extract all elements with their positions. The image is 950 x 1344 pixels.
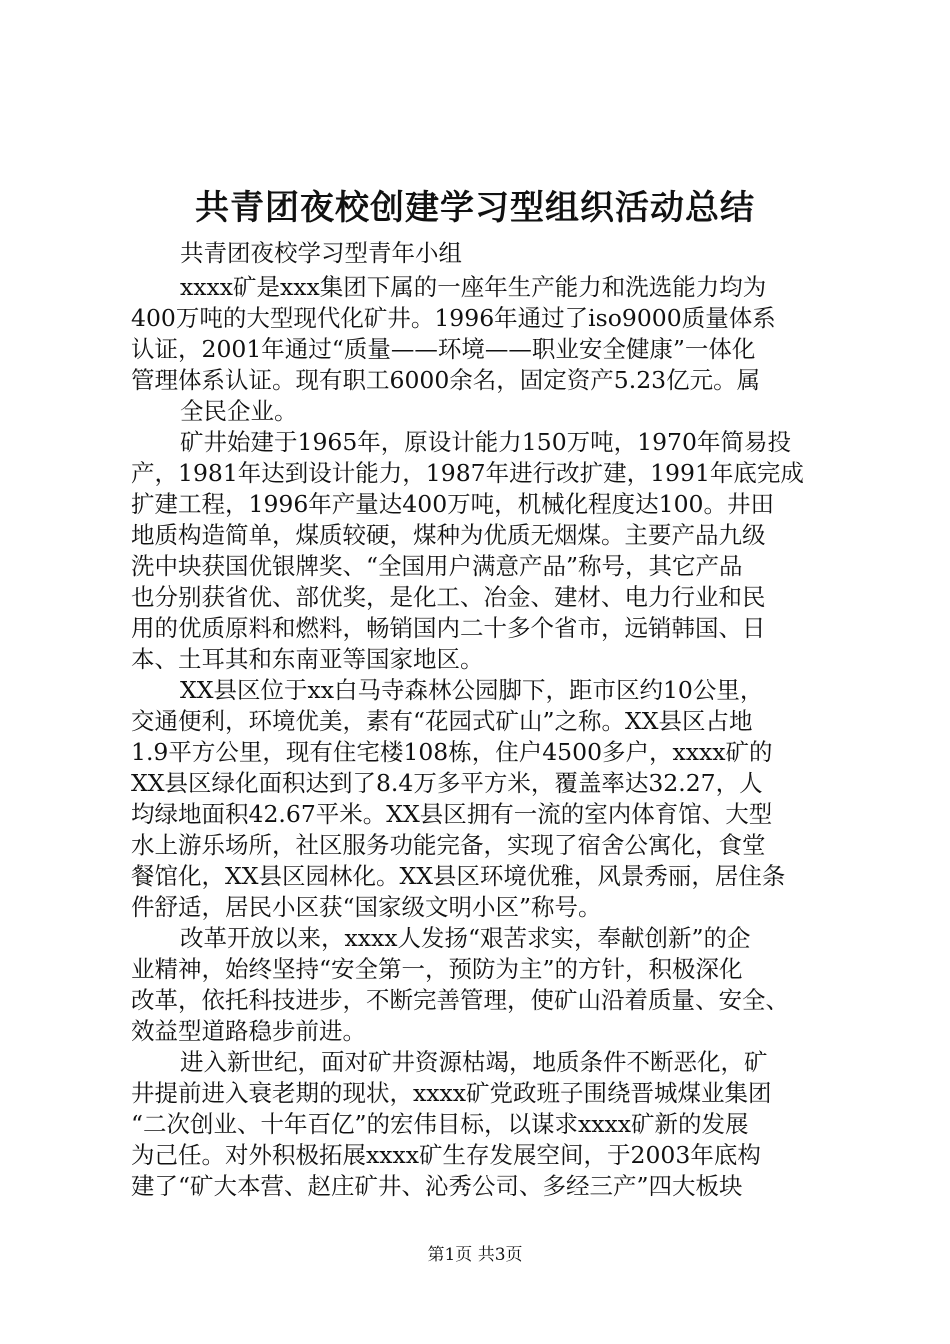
body-line: xxxx矿是xxx集团下属的一座年生产能力和洗选能力均为: [180, 273, 767, 301]
body-line: 均绿地面积42.67平米。XX县区拥有一流的室内体育馆、大型: [131, 800, 773, 828]
body-line: 件舒适，居民小区获“国家级文明小区”称号。: [131, 893, 602, 921]
body-line: XX县区位于xx白马寺森林公园脚下，距市区约10公里，: [180, 676, 764, 704]
body-line: 用的优质原料和燃料，畅销国内二十多个省市，远销韩国、日: [131, 614, 766, 642]
body-line: 管理体系认证。现有职工6000余名，固定资产5.23亿元。属: [131, 366, 761, 394]
body-line: 认证，2001年通过“质量——环境——职业安全健康”一体化: [131, 335, 756, 363]
body-line: XX县区绿化面积达到了8.4万多平方米，覆盖率达32.27，人: [131, 769, 763, 797]
body-line: 产，1981年达到设计能力，1987年进行改扩建，1991年底完成: [131, 459, 804, 487]
body-line: 为己任。对外积极拓展xxxx矿生存发展空间，于2003年底构: [131, 1141, 761, 1169]
body-line: 矿井始建于1965年，原设计能力150万吨，1970年简易投: [180, 428, 791, 456]
body-line: 也分别获省优、部优奖，是化工、冶金、建材、电力行业和民: [131, 583, 766, 611]
body-line: 建了“矿大本营、赵庄矿井、沁秀公司、多经三产”四大板块: [131, 1172, 743, 1200]
body-line: 洗中块获国优银牌奖、“全国用户满意产品”称号，其它产品: [131, 552, 743, 580]
body-line: 进入新世纪，面对矿井资源枯竭，地质条件不断恶化，矿: [180, 1048, 768, 1076]
body-line: 地质构造简单，煤质较硬，煤种为优质无烟煤。主要产品九级: [131, 521, 766, 549]
body-line: 水上游乐场所，社区服务功能完备，实现了宿舍公寓化，食堂: [131, 831, 766, 859]
page-number-footer: 第1页 共3页: [427, 1245, 523, 1265]
document-title: 共青团夜校创建学习型组织活动总结: [195, 188, 755, 228]
body-line: 扩建工程，1996年产量达400万吨，机械化程度达100。井田: [131, 490, 775, 518]
body-line: “二次创业、十年百亿”的宏伟目标，以谋求xxxx矿新的发展: [131, 1110, 749, 1138]
body-line: 井提前进入衰老期的现状，xxxx矿党政班子围绕晋城煤业集团: [131, 1079, 772, 1107]
body-line: 业精神，始终坚持“安全第一，预防为主”的方针，积极深化: [131, 955, 743, 983]
body-line: 400万吨的大型现代化矿井。1996年通过了iso9000质量体系: [131, 304, 776, 332]
body-line: 效益型道路稳步前进。: [131, 1017, 366, 1045]
body-line: 交通便利，环境优美，素有“花园式矿山”之称。XX县区占地: [131, 707, 753, 735]
body-line: 全民企业。: [180, 397, 298, 425]
body-line: 1.9平方公里，现有住宅楼108栋，住户4500多户，xxxx矿的: [131, 738, 773, 766]
body-line: 改革开放以来，xxxx人发扬“艰苦求实，奉献创新”的企: [180, 924, 751, 952]
body-line: 本、土耳其和东南亚等国家地区。: [131, 645, 484, 673]
subtitle-line: 共青团夜校学习型青年小组: [180, 239, 462, 267]
body-line: 餐馆化，XX县区园林化。XX县区环境优雅，风景秀丽，居住条: [131, 862, 786, 890]
body-line: 改革，依托科技进步，不断完善管理，使矿山沿着质量、安全、: [131, 986, 789, 1014]
